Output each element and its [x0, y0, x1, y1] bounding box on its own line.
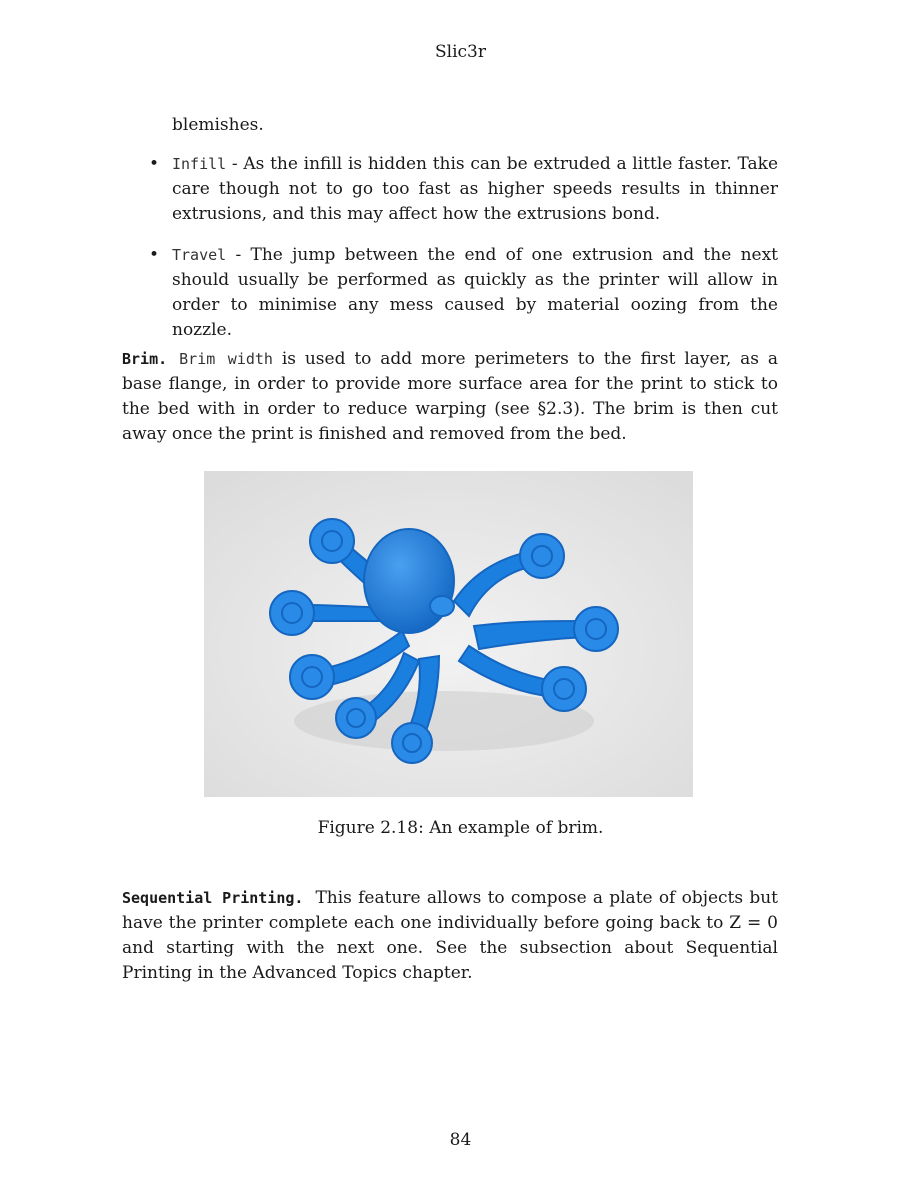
brim-figure-photo — [204, 471, 693, 797]
speed-bullet-list — [122, 152, 778, 359]
continuation-text: blemishes. — [172, 115, 264, 135]
sequential-heading: Sequential Printing. — [122, 889, 304, 907]
octopus-print-illustration — [204, 471, 693, 797]
sequential-printing-paragraph — [122, 886, 778, 986]
brim-text: is used to add more perimeters to the first layer, as a base flange, in order to provide more surface area for the print to stick to the bed with in order to reduce warping (see §2.3). The brim is then cut away once the print is finished and removed from the bed. — [122, 349, 778, 444]
brim-term: Brim width — [179, 350, 273, 368]
page-number: 84 — [449, 1130, 472, 1150]
running-header: Slic3r — [435, 42, 486, 62]
bullet-icon: • — [149, 154, 160, 174]
brim-heading: Brim. — [122, 350, 168, 368]
bullet-text: - As the infill is hidden this can be extruded a little faster. Take care though not to go too fast as higher speeds results in thinner extrusions, and this may affect how the extrusions bond. — [172, 154, 778, 224]
bullet-item-infill — [122, 152, 778, 227]
bullet-icon: • — [149, 245, 160, 265]
figure-caption: Figure 2.18: An example of brim. — [317, 818, 604, 838]
sequential-text: This feature allows to compose a plate of objects but have the printer complete each one individually before going back to Z = 0 and starting with the next one. See the subsection about Sequential Printing in the Advanced Topics chapter. — [122, 888, 778, 983]
bullet-term: Travel — [172, 246, 227, 264]
bullet-text: - The jump between the end of one extrusion and the next should usually be performed as quickly as the printer will allow in order to minimise any mess caused by material oozing from the nozzle. — [172, 245, 778, 340]
bullet-item-travel — [122, 243, 778, 343]
bullet-term: Infill — [172, 155, 227, 173]
brim-paragraph — [122, 347, 778, 447]
